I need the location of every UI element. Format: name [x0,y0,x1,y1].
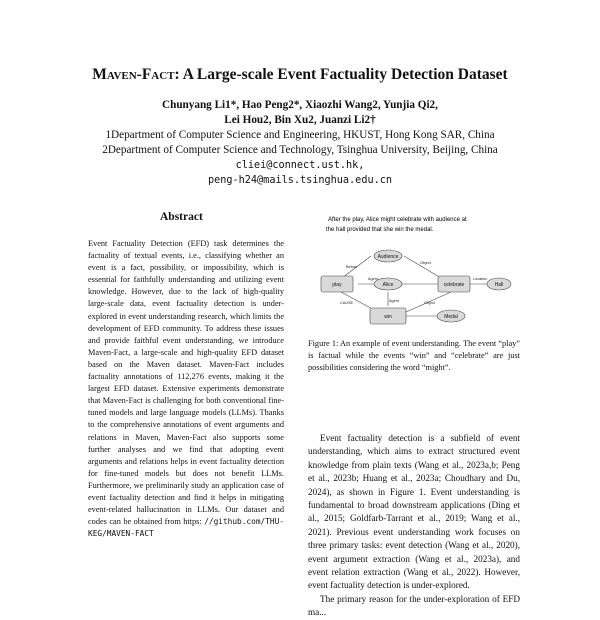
node-medal: Medal [444,314,458,320]
paper-title [0,66,600,84]
author-block [0,98,600,188]
author-line-1: Chunyang Li1*, Hao Peng2*, Xiaozhi Wang2, Yunjia Qi2, [162,99,438,111]
title-rest: : A Large-scale Event Factuality Detection Dataset [174,66,508,83]
label-before: Before [346,265,358,269]
node-celebrate: celebrate [443,282,465,288]
node-alice: Alice [382,282,394,288]
label-object: Object [420,261,431,265]
figure-sentence-2: the hall provided that she win the medal. [326,227,434,233]
email-1: cliei@connect.ust.hk, [235,160,365,171]
title-dataset-name: Maven-Fact [92,66,175,83]
abstract-text: Event Factuality Detection (EFD) task determines the factuality of textual events, i.e., classifying whether an event is a fact, possibility, or impossibility, which is essential for faithfully understanding and utilizing event knowledge. However, due to the lack of high-quality large-scale data, event factuality detection is under-explored in event understanding research, which limits the development of EFD community. To address these issues and provide faithful event understanding, we introduce Maven-Fact, a large-scale and high-quality EFD dataset based on the Maven dataset. Maven-Fact includes factuality annotations of 112,276 events, making it the largest EFD dataset. Extensive experiments demonstrate that Maven-Fact is challenging for both conventional fine-tuned models and large language models (LLMs). Thanks to the comprehensive annotations of event arguments and relations in Maven, Maven-Fact also supports some further analyses and we find that adopting event arguments and relations helps in event factuality detection for fine-tuned models but does not benefit LLMs. Furthermore, we preliminarily study an application case of event factuality detection and find it helps in mitigating event-related hallucination in LLMs. Our dataset and codes can be obtained from https: [88,239,284,527]
label-patient: Object [424,301,435,305]
email-2: peng-h24@mails.tsinghua.edu.cn [207,175,392,186]
node-audience: Audience [377,254,399,260]
label-agent-2: Agent [389,299,399,303]
abstract-heading: Abstract [160,211,203,223]
node-play: play [332,282,342,288]
event-graph-figure [316,212,516,340]
abstract-link[interactable]: //github.com/THU-KEG/MAVEN-FACT [88,517,284,539]
figure-caption: Figure 1: An example of event understanding. The event “play” is factual while the events “win” and “celebrate” are just possibilities considering the word “might”. [308,339,520,373]
affiliation-2: 2Department of Computer Science and Technology, Tsinghua University, Beijing, China [102,144,498,156]
edge-audience-celebrate [404,256,441,278]
affiliation-1: 1Department of Computer Science and Engineering, HKUST, Hong Kong SAR, China [105,129,495,141]
intro-paragraph-2: The primary reason for the under-exploration of EFD ma... [308,593,520,618]
node-hall: Hall [494,282,504,288]
introduction-text [308,432,520,620]
label-causal: CAUSE [340,301,354,305]
label-agent: Agent [368,277,378,281]
node-win: win [384,314,392,320]
intro-paragraph-1: Event factuality detection is a subfield of event understanding, which aims to extract structured event knowledge from plain texts (Wang et al., 2023a,b; Peng et al., 2023b; Huang et al., 2023a; Choudhary and Du, 2024), as shown in Figure 1. Event understanding is fundamental to broad downstream applications (Ding et al., 2015; Goldfarb-Tarrant et al., 2019; Wang et al., 2021). Previous event understanding work focuses on three primary tasks: event detection (Wang et al., 2020), event argument extraction (Wang et al., 2023a), and event relation extraction (Wang et al., 2022). However, event factuality detection is under-explored. [308,433,520,591]
author-line-2: Lei Hou2, Bin Xu2, Juanzi Li2† [224,114,376,126]
figure-sentence-1: After the play, Alice might celebrate with audience at [328,217,467,223]
figure-nodes [321,250,511,324]
label-location: Location [473,277,488,281]
abstract-body [88,238,284,540]
